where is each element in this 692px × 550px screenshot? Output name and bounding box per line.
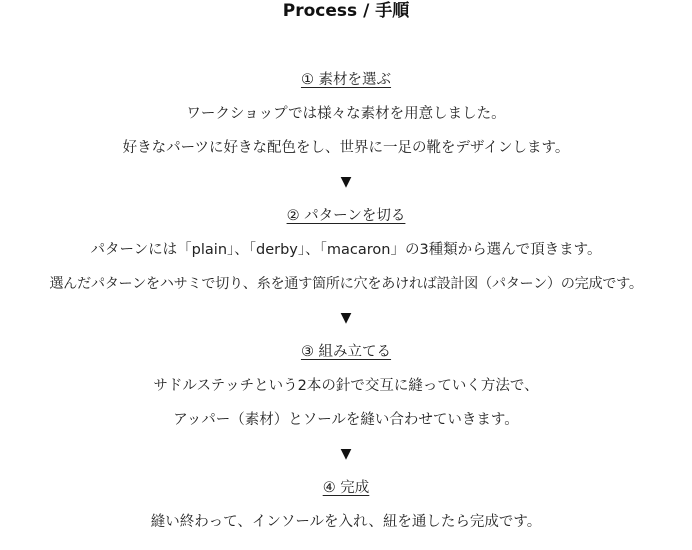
step-3-line-2: アッパー（素材）とソールを縫い合わせていきます。 xyxy=(173,412,519,428)
page-title: Process / 手順 xyxy=(282,1,410,21)
step-1-heading: ① 素材を選ぶ xyxy=(300,72,392,88)
step-3-line-1: サドルステッチという2本の針で交互に縫っていく方法で、 xyxy=(153,378,539,394)
step-4-heading: ④ 完成 xyxy=(322,480,370,496)
step-1-line-2: 好きなパーツに好きな配色をし、世界に一足の靴をデザインします。 xyxy=(122,140,570,156)
down-arrow-icon: ▼ xyxy=(340,446,352,462)
step-1-line-1: ワークショップでは様々な素材を用意しました。 xyxy=(186,106,506,122)
step-2-line-2: 選んだパターンをハサミで切り、糸を通す箇所に穴をあければ設計図（パターン）の完成です。 xyxy=(49,276,643,292)
step-3-heading: ③ 組み立てる xyxy=(300,344,392,360)
down-arrow-icon: ▼ xyxy=(340,310,352,326)
step-4-line-1: 縫い終わって、インソールを入れ、紐を通したら完成です。 xyxy=(150,514,542,530)
step-2-heading: ② パターンを切る xyxy=(286,208,406,224)
down-arrow-icon: ▼ xyxy=(340,174,352,190)
step-2-line-1: パターンには「plain」、「derby」、「macaron」の3種類から選んで頂きます。 xyxy=(90,242,602,258)
